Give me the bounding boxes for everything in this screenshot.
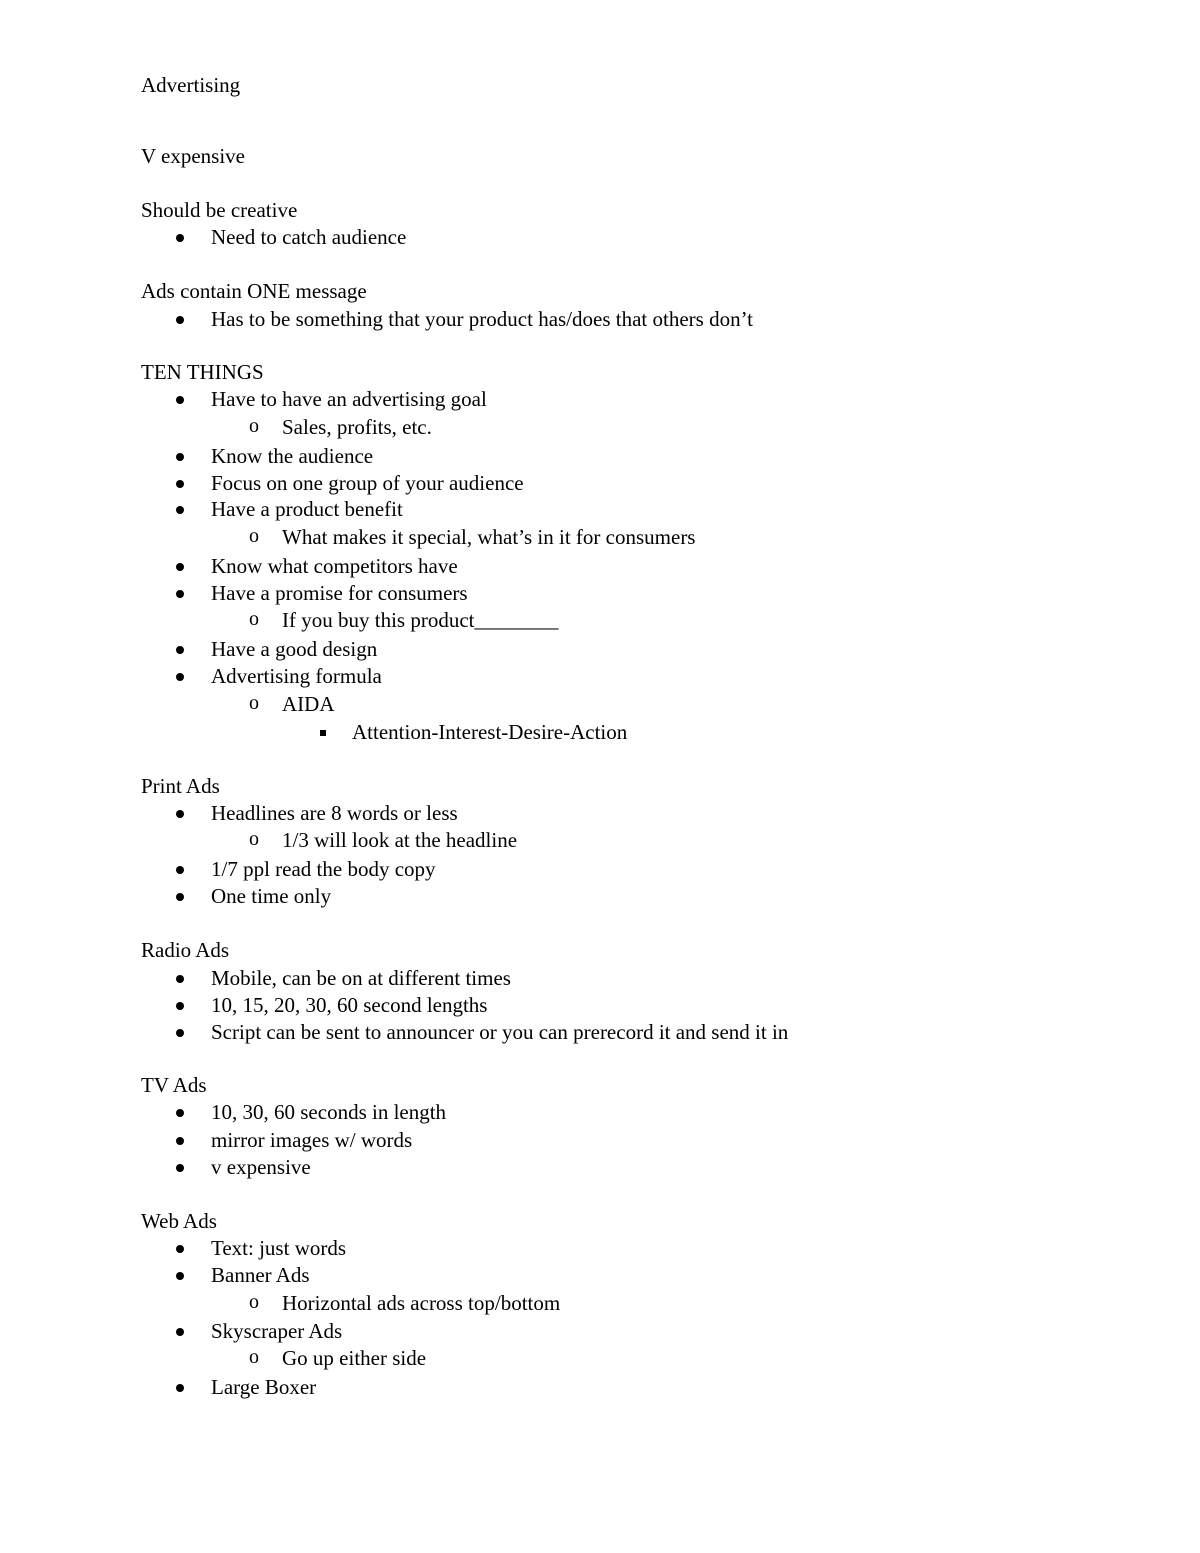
list-item-level-1: Know what competitors have: [211, 554, 458, 578]
list-item-level-1: mirror images w/ words: [211, 1128, 413, 1152]
list-item-level-1: Large Boxer: [211, 1375, 317, 1399]
list-item-level-2: Horizontal ads across top/bottom: [282, 1291, 561, 1315]
bullet-dot-icon: [176, 810, 184, 818]
section-heading: Print Ads: [141, 774, 220, 798]
list-item-level-1: Has to be something that your product has/does that others don’t: [211, 307, 754, 331]
bullet-circle-icon: o: [249, 608, 259, 630]
bullet-circle-icon: o: [249, 1291, 259, 1313]
list-item-level-1: Need to catch audience: [211, 225, 407, 249]
list-item-level-1: Have to have an advertising goal: [211, 387, 487, 411]
list-item-level-1: Skyscraper Ads: [211, 1319, 343, 1343]
list-item-level-1: 10, 30, 60 seconds in length: [211, 1100, 447, 1124]
bullet-circle-icon: o: [249, 828, 259, 850]
bullet-circle-icon: o: [249, 415, 259, 437]
bullet-dot-icon: [176, 866, 184, 874]
list-item-level-1: One time only: [211, 884, 332, 908]
section-heading: V expensive: [141, 144, 246, 168]
list-item-level-2: AIDA: [282, 692, 335, 716]
document-title: Advertising: [141, 73, 241, 97]
list-item-level-3: Attention-Interest-Desire-Action: [352, 720, 628, 744]
bullet-dot-icon: [176, 316, 184, 324]
list-item-level-2: Go up either side: [282, 1346, 427, 1370]
bullet-dot-icon: [176, 590, 184, 598]
bullet-dot-icon: [176, 1328, 184, 1336]
list-item-level-2: If you buy this product________: [282, 608, 559, 632]
bullet-dot-icon: [176, 893, 184, 901]
list-item-level-1: Mobile, can be on at different times: [211, 966, 511, 990]
section-heading: TV Ads: [141, 1073, 207, 1097]
bullet-dot-icon: [176, 673, 184, 681]
bullet-dot-icon: [176, 1109, 184, 1117]
list-item-level-2: What makes it special, what’s in it for consumers: [282, 525, 696, 549]
bullet-dot-icon: [176, 234, 184, 242]
bullet-circle-icon: o: [249, 1346, 259, 1368]
bullet-circle-icon: o: [249, 692, 259, 714]
bullet-dot-icon: [176, 646, 184, 654]
section-heading: Ads contain ONE message: [141, 279, 367, 303]
bullet-dot-icon: [176, 480, 184, 488]
bullet-dot-icon: [176, 975, 184, 983]
list-item-level-1: Focus on one group of your audience: [211, 471, 524, 495]
bullet-dot-icon: [176, 453, 184, 461]
list-item-level-1: 1/7 ppl read the body copy: [211, 857, 436, 881]
bullet-dot-icon: [176, 1245, 184, 1253]
list-item-level-1: Advertising formula: [211, 664, 382, 688]
section-heading: TEN THINGS: [141, 360, 264, 384]
list-item-level-1: Script can be sent to announcer or you can prerecord it and send it in: [211, 1020, 789, 1044]
list-item-level-1: 10, 15, 20, 30, 60 second lengths: [211, 993, 488, 1017]
list-item-level-1: Text: just words: [211, 1236, 347, 1260]
section-heading: Should be creative: [141, 198, 298, 222]
list-item-level-1: Banner Ads: [211, 1263, 310, 1287]
list-item-level-1: Have a good design: [211, 637, 378, 661]
list-item-level-1: Have a product benefit: [211, 497, 403, 521]
section-heading: Web Ads: [141, 1209, 217, 1233]
bullet-dot-icon: [176, 563, 184, 571]
list-item-level-2: 1/3 will look at the headline: [282, 828, 518, 852]
list-item-level-2: Sales, profits, etc.: [282, 415, 432, 439]
list-item-level-1: Headlines are 8 words or less: [211, 801, 458, 825]
list-item-level-1: Have a promise for consumers: [211, 581, 468, 605]
bullet-dot-icon: [176, 1272, 184, 1280]
bullet-square-icon: [320, 730, 326, 736]
bullet-dot-icon: [176, 1137, 184, 1145]
bullet-dot-icon: [176, 1002, 184, 1010]
list-item-level-1: v expensive: [211, 1155, 311, 1179]
bullet-dot-icon: [176, 1029, 184, 1037]
bullet-circle-icon: o: [249, 525, 259, 547]
section-heading: Radio Ads: [141, 938, 230, 962]
bullet-dot-icon: [176, 1384, 184, 1392]
list-item-level-1: Know the audience: [211, 444, 374, 468]
bullet-dot-icon: [176, 506, 184, 514]
bullet-dot-icon: [176, 1164, 184, 1172]
bullet-dot-icon: [176, 396, 184, 404]
